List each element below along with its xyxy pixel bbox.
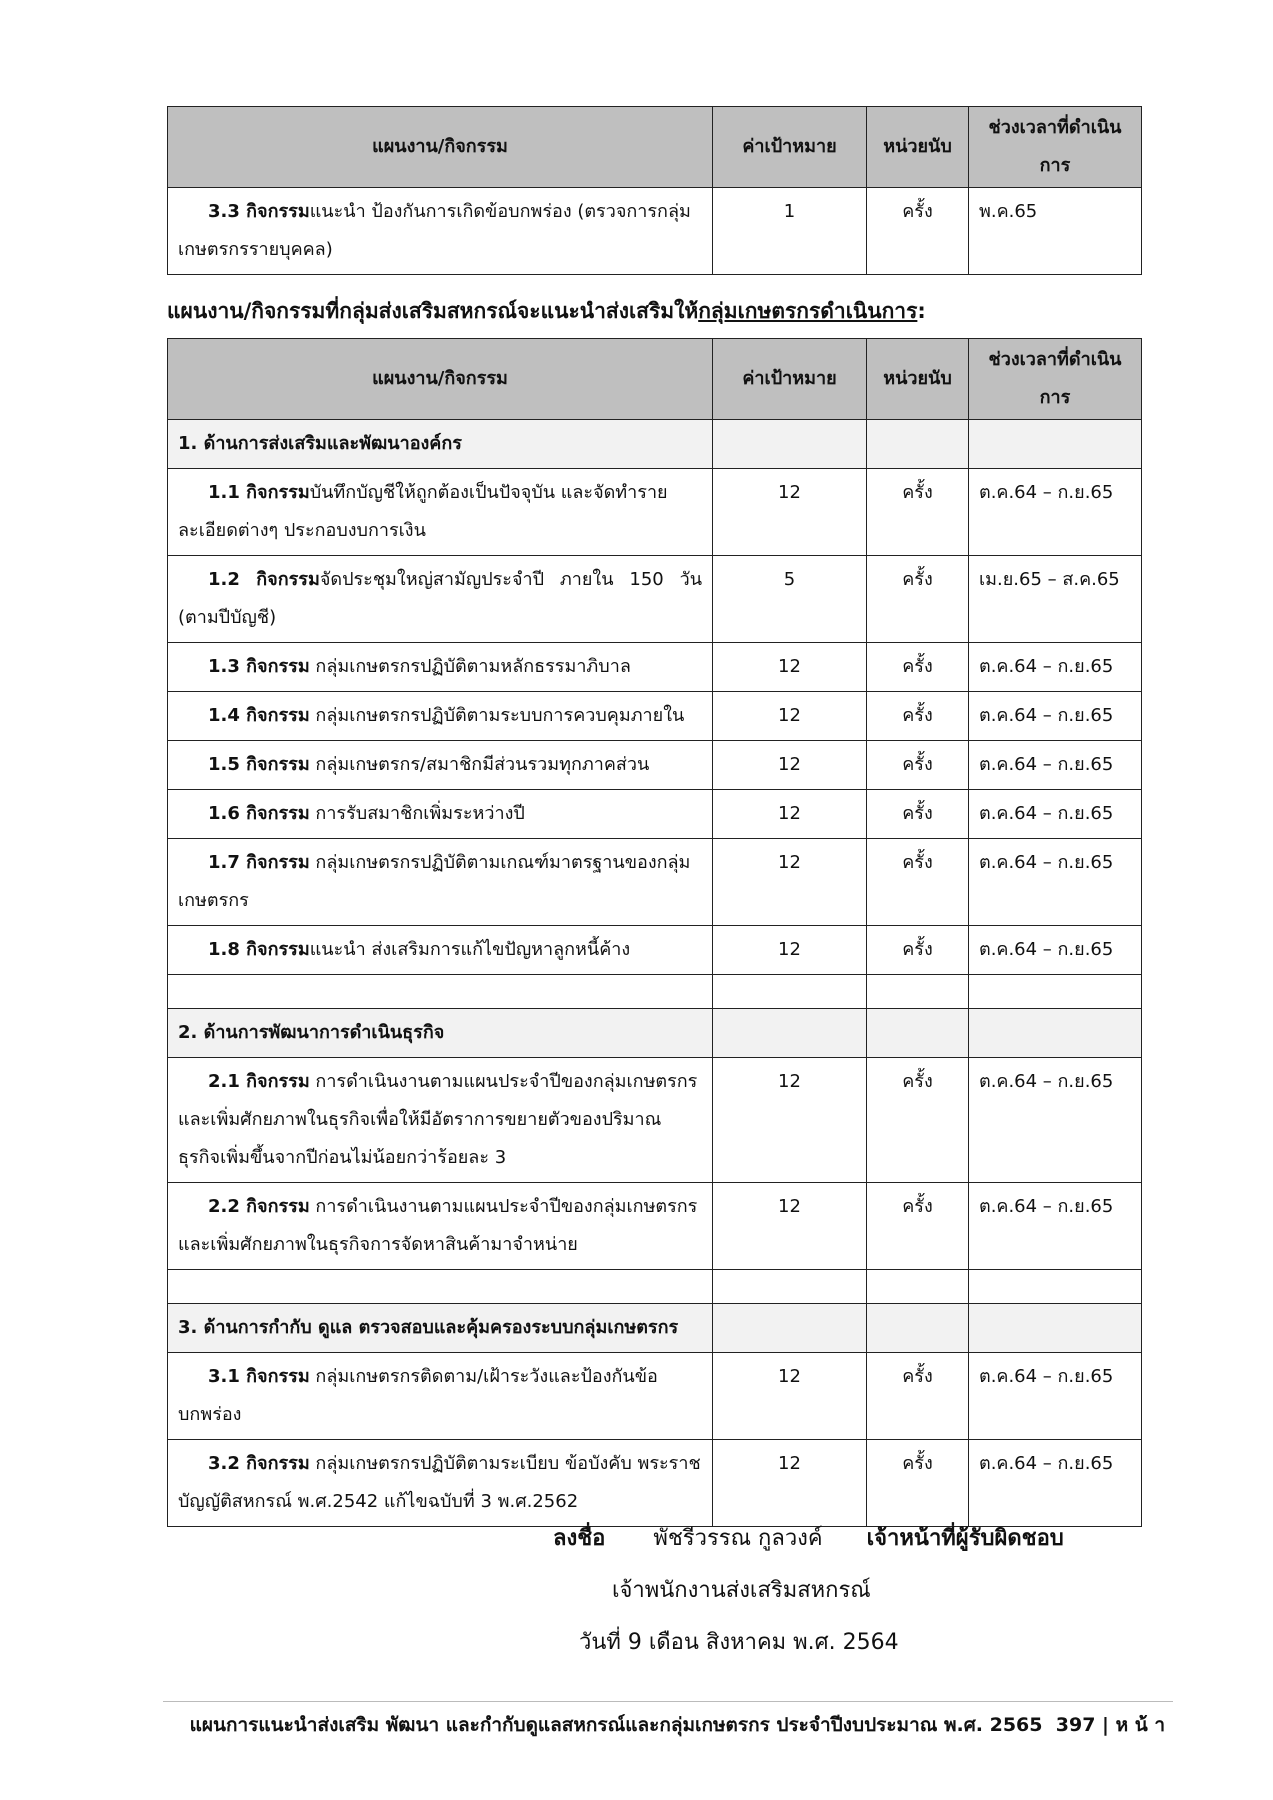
period-cell: ต.ค.64 – ก.ย.65 — [969, 839, 1142, 926]
activity-text: บันทึกบัญชีให้ถูกต้องเป็นปัจจุบัน และจัดทำรายละเอียดต่างๆ ประกอบงบการเงิน — [178, 482, 668, 541]
table-header-row — [168, 339, 1142, 420]
activity-cell — [168, 926, 713, 975]
header-target: ค่าเป้าหมาย — [713, 339, 867, 420]
activity-number: 3.2 กิจกรรม — [208, 1453, 310, 1474]
activity-number: 3.3 กิจกรรม — [208, 201, 310, 222]
activity-text: กลุ่มเกษตรกรปฏิบัติตามหลักธรรมาภิบาล — [309, 656, 631, 677]
section-row — [168, 420, 1142, 469]
heading-underlined: กลุ่มเกษตรกรดำเนินการ — [698, 299, 918, 323]
target-cell: 5 — [713, 556, 867, 643]
activity-number: 1.1 กิจกรรม — [208, 482, 310, 503]
unit-cell: ครั้ง — [867, 741, 969, 790]
target-cell: 12 — [713, 469, 867, 556]
activity-number: 2.2 กิจกรรม — [208, 1196, 310, 1217]
unit-cell: ครั้ง — [867, 1440, 969, 1527]
activity-text: กลุ่มเกษตรกร/สมาชิกมีส่วนรวมทุกภาคส่วน — [309, 754, 650, 775]
activity-text: กลุ่มเกษตรกรปฏิบัติตามระเบียบ ข้อบังคับ พระราชบัญญัติสหกรณ์ พ.ศ.2542 แก้ไขฉบับที่ 3 พ.ศ.2562 — [178, 1453, 701, 1512]
empty-row — [168, 1270, 1142, 1304]
table-row — [168, 790, 1142, 839]
signer-position: เจ้าพนักงานส่งเสริมสหกรณ์ — [612, 1578, 871, 1603]
section-row — [168, 1009, 1142, 1058]
activity-cell — [168, 188, 713, 275]
target-cell: 12 — [713, 839, 867, 926]
activity-cell — [168, 1183, 713, 1270]
activity-cell — [168, 1353, 713, 1440]
header-period: ช่วงเวลาที่ดำเนินการ — [969, 107, 1142, 188]
table-row — [168, 1183, 1142, 1270]
footer-text: แผนการแนะนำส่งเสริม พัฒนา และกำกับดูแลสหกรณ์และกลุ่มเกษตรกร ประจำปีงบประมาณ พ.ศ. 2565 — [189, 1714, 1043, 1736]
activity-cell — [168, 692, 713, 741]
activity-number: 2.1 กิจกรรม — [208, 1071, 310, 1092]
unit-cell: ครั้ง — [867, 692, 969, 741]
activity-text: การดำเนินงานตามแผนประจำปีของกลุ่มเกษตรกร และเพิ่มศักยภาพในธุรกิจการจัดหาสินค้ามาจำหน่าย — [178, 1196, 698, 1255]
target-cell: 12 — [713, 1058, 867, 1183]
period-cell: เม.ย.65 – ส.ค.65 — [969, 556, 1142, 643]
activity-table-1 — [167, 106, 1142, 275]
header-activity: แผนงาน/กิจกรรม — [168, 107, 713, 188]
section-row — [168, 1304, 1142, 1353]
target-cell: 12 — [713, 692, 867, 741]
activity-text: แนะนำ ส่งเสริมการแก้ไขปัญหาลูกหนี้ค้าง — [309, 939, 631, 960]
activity-cell — [168, 643, 713, 692]
table-row — [168, 741, 1142, 790]
signature-date: วันที่ 9 เดือน สิงหาคม พ.ศ. 2564 — [579, 1630, 899, 1655]
period-cell: ต.ค.64 – ก.ย.65 — [969, 741, 1142, 790]
activity-cell — [168, 790, 713, 839]
period-cell: ต.ค.64 – ก.ย.65 — [969, 926, 1142, 975]
period-cell: ต.ค.64 – ก.ย.65 — [969, 692, 1142, 741]
header-unit: หน่วยนับ — [867, 107, 969, 188]
page-number: 397 | ห น้ า — [1055, 1714, 1165, 1736]
activity-cell — [168, 1440, 713, 1527]
activity-number: 1.7 กิจกรรม — [208, 852, 310, 873]
unit-cell: ครั้ง — [867, 926, 969, 975]
target-cell: 12 — [713, 1440, 867, 1527]
activity-text: จัดประชุมใหญ่สามัญประจำปี ภายใน 150 วัน (ตามปีบัญชี) — [178, 569, 702, 628]
period-cell: ต.ค.64 – ก.ย.65 — [969, 1058, 1142, 1183]
target-cell: 12 — [713, 1353, 867, 1440]
target-cell: 12 — [713, 926, 867, 975]
section-title: 2. ด้านการพัฒนาการดำเนินธุรกิจ — [168, 1009, 713, 1058]
unit-cell: ครั้ง — [867, 790, 969, 839]
activity-text: กลุ่มเกษตรกรติดตาม/เฝ้าระวังและป้องกันข้อบกพร่อง — [178, 1366, 658, 1425]
activity-cell — [168, 741, 713, 790]
table-row — [168, 1058, 1142, 1183]
footer-divider — [163, 1701, 1173, 1702]
activity-number: 1.6 กิจกรรม — [208, 803, 310, 824]
activity-cell — [168, 556, 713, 643]
table-row — [168, 839, 1142, 926]
table-row — [168, 1353, 1142, 1440]
activity-number: 1.4 กิจกรรม — [208, 705, 310, 726]
activity-number: 3.1 กิจกรรม — [208, 1366, 310, 1387]
header-target: ค่าเป้าหมาย — [713, 107, 867, 188]
period-cell: ต.ค.64 – ก.ย.65 — [969, 643, 1142, 692]
activity-cell — [168, 1058, 713, 1183]
heading-suffix: : — [917, 299, 926, 323]
unit-cell: ครั้ง — [867, 1353, 969, 1440]
unit-cell: ครั้ง — [867, 643, 969, 692]
activity-text: การดำเนินงานตามแผนประจำปีของกลุ่มเกษตรกร และเพิ่มศักยภาพในธุรกิจเพื่อให้มีอัตราการขยายตัวของปริมาณธุรกิจเพิ่มขึ้นจากปีก่อนไม่น้อยกว่าร้อยละ 3 — [178, 1071, 698, 1168]
section-heading — [167, 295, 926, 328]
target-cell: 12 — [713, 741, 867, 790]
signature-label: ลงชื่อ — [553, 1526, 606, 1551]
table-row — [168, 926, 1142, 975]
section-title: 3. ด้านการกำกับ ดูแล ตรวจสอบและคุ้มครองระบบกลุ่มเกษตรกร — [168, 1304, 713, 1353]
table-row — [168, 1440, 1142, 1527]
page-footer — [190, 1710, 1165, 1740]
activity-number: 1.5 กิจกรรม — [208, 754, 310, 775]
activity-text: การรับสมาชิกเพิ่มระหว่างปี — [309, 803, 525, 824]
target-cell: 12 — [713, 1183, 867, 1270]
period-cell: ต.ค.64 – ก.ย.65 — [969, 1353, 1142, 1440]
period-cell: พ.ค.65 — [969, 188, 1142, 275]
table-row — [168, 692, 1142, 741]
table-row — [168, 643, 1142, 692]
unit-cell: ครั้ง — [867, 839, 969, 926]
activity-number: 1.2 กิจกรรม — [208, 569, 320, 590]
unit-cell: ครั้ง — [867, 188, 969, 275]
table-row — [168, 188, 1142, 275]
signer-role: เจ้าหน้าที่ผู้รับผิดชอบ — [866, 1526, 1064, 1551]
header-activity: แผนงาน/กิจกรรม — [168, 339, 713, 420]
activity-number: 1.3 กิจกรรม — [208, 656, 310, 677]
empty-row — [168, 975, 1142, 1009]
activity-cell — [168, 839, 713, 926]
section-title: 1. ด้านการส่งเสริมและพัฒนาองค์กร — [168, 420, 713, 469]
activity-table-2 — [167, 338, 1142, 1527]
activity-cell — [168, 469, 713, 556]
signer-name: พัชรีวรรณ กูลวงค์ — [653, 1526, 823, 1551]
target-cell: 12 — [713, 790, 867, 839]
header-unit: หน่วยนับ — [867, 339, 969, 420]
target-cell: 1 — [713, 188, 867, 275]
target-cell: 12 — [713, 643, 867, 692]
header-period: ช่วงเวลาที่ดำเนินการ — [969, 339, 1142, 420]
unit-cell: ครั้ง — [867, 469, 969, 556]
unit-cell: ครั้ง — [867, 556, 969, 643]
heading-prefix: แผนงาน/กิจกรรมที่กลุ่มส่งเสริมสหกรณ์จะแนะนำส่งเสริมให้ — [167, 299, 699, 323]
signature-line — [553, 1520, 1064, 1555]
unit-cell: ครั้ง — [867, 1058, 969, 1183]
table-header-row — [168, 107, 1142, 188]
unit-cell: ครั้ง — [867, 1183, 969, 1270]
table-row — [168, 469, 1142, 556]
activity-text: กลุ่มเกษตรกรปฏิบัติตามเกณฑ์มาตรฐานของกลุ่มเกษตรกร — [178, 852, 691, 911]
activity-number: 1.8 กิจกรรม — [208, 939, 310, 960]
period-cell: ต.ค.64 – ก.ย.65 — [969, 790, 1142, 839]
period-cell: ต.ค.64 – ก.ย.65 — [969, 1183, 1142, 1270]
period-cell: ต.ค.64 – ก.ย.65 — [969, 469, 1142, 556]
activity-text: แนะนำ ป้องกันการเกิดข้อบกพร่อง (ตรวจการกลุ่มเกษตรกรรายบุคคล) — [178, 201, 691, 260]
table-row — [168, 556, 1142, 643]
period-cell: ต.ค.64 – ก.ย.65 — [969, 1440, 1142, 1527]
activity-text: กลุ่มเกษตรกรปฏิบัติตามระบบการควบคุมภายใน — [309, 705, 685, 726]
